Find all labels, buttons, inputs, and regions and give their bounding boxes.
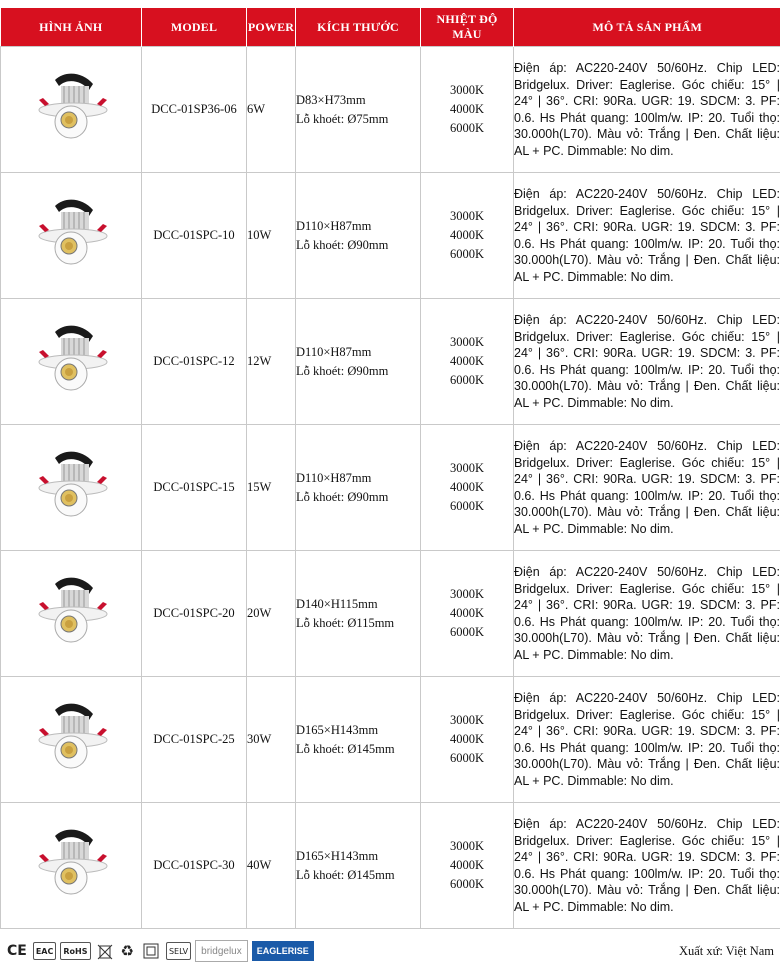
downlight-icon: [31, 263, 111, 277]
power-cell: 30W: [247, 677, 296, 803]
hole-text: Lỗ khoét: Ø145mm: [296, 741, 395, 756]
temp-3000: 3000K: [449, 209, 485, 223]
hole-text: Lỗ khoét: Ø90mm: [296, 489, 389, 504]
dimension-text: D165×H143mm: [296, 722, 379, 737]
bridgelux-logo: bridgelux: [195, 940, 248, 962]
description-cell: Điện áp: AC220-240V 50/60Hz. Chip LED: Bridgelux. Driver: Eaglerise. Góc chiếu: 15° | 24° | 36°. CRI: 90Ra. UGR: 19. SDCM: 3. PF: 0.6. Hs Phát quang: 100lm/w. IP: 20. Tuổi thọ: 30.000h(L70). Màu vỏ: Trắng | Đen. Chất liệu: AL + PC. Dimmable: No dim.: [514, 677, 780, 803]
power-cell: 20W: [247, 551, 296, 677]
rohs-mark-icon: RoHS: [60, 942, 90, 960]
table-row: [1, 803, 780, 929]
hole-text: Lỗ khoét: Ø115mm: [296, 615, 395, 630]
header-size: KÍCH THƯỚC: [296, 8, 421, 47]
table-row: [1, 551, 780, 677]
spec-table: [0, 8, 780, 929]
temp-3000: 3000K: [449, 587, 485, 601]
temp-cell: [421, 47, 514, 173]
size-cell: [296, 299, 421, 425]
header-desc: MÔ TẢ SẢN PHẨM: [514, 8, 780, 47]
temp-4000: 4000K: [449, 102, 485, 116]
product-image: [1, 173, 142, 299]
temp-6000: 6000K: [449, 247, 485, 261]
table-row: [1, 677, 780, 803]
temp-6000: 6000K: [449, 121, 485, 135]
table-row: [1, 299, 780, 425]
model-cell: DCC-01SPC-15: [142, 425, 247, 551]
temp-cell: [421, 299, 514, 425]
power-cell: 6W: [247, 47, 296, 173]
temp-4000: 4000K: [449, 354, 485, 368]
downlight-icon: [31, 137, 111, 151]
size-cell: [296, 803, 421, 929]
temp-6000: 6000K: [449, 877, 485, 891]
size-cell: [296, 425, 421, 551]
header-model: MODEL: [142, 8, 247, 47]
temp-cell: [421, 173, 514, 299]
temp-3000: 3000K: [449, 839, 485, 853]
power-cell: 10W: [247, 173, 296, 299]
dimension-text: D140×H115mm: [296, 596, 378, 611]
downlight-icon: [31, 767, 111, 781]
table-row: [1, 47, 780, 173]
weee-bin-icon: [95, 942, 115, 960]
description-cell: Điện áp: AC220-240V 50/60Hz. Chip LED: Bridgelux. Driver: Eaglerise. Góc chiếu: 15° | 24° | 36°. CRI: 90Ra. UGR: 19. SDCM: 3. PF: 0.6. Hs Phát quang: 100lm/w. IP: 20. Tuổi thọ: 30.000h(L70). Màu vỏ: Trắng | Đen. Chất liệu: AL + PC. Dimmable: No dim.: [514, 299, 780, 425]
description-cell: Điện áp: AC220-240V 50/60Hz. Chip LED: Bridgelux. Driver: Eaglerise. Góc chiếu: 15° | 24° | 36°. CRI: 90Ra. UGR: 19. SDCM: 3. PF: 0.6. Hs Phát quang: 100lm/w. IP: 20. Tuổi thọ: 30.000h(L70). Màu vỏ: Trắng | Đen. Chất liệu: AL + PC. Dimmable: No dim.: [514, 47, 780, 173]
cert-logos: [5, 940, 314, 962]
downlight-icon: [31, 641, 111, 655]
temp-3000: 3000K: [449, 83, 485, 97]
product-image: [1, 551, 142, 677]
hole-text: Lỗ khoét: Ø90mm: [296, 237, 389, 252]
model-cell: DCC-01SPC-10: [142, 173, 247, 299]
power-cell: 15W: [247, 425, 296, 551]
product-image: [1, 299, 142, 425]
power-cell: 40W: [247, 803, 296, 929]
temp-cell: [421, 677, 514, 803]
temp-3000: 3000K: [449, 461, 485, 475]
ce-mark-icon: CE: [7, 943, 27, 959]
model-cell: DCC-01SPC-25: [142, 677, 247, 803]
header-row: [1, 8, 780, 47]
hole-text: Lỗ khoét: Ø145mm: [296, 867, 395, 882]
temp-3000: 3000K: [449, 335, 485, 349]
product-image: [1, 425, 142, 551]
description-cell: Điện áp: AC220-240V 50/60Hz. Chip LED: Bridgelux. Driver: Eaglerise. Góc chiếu: 15° | 24° | 36°. CRI: 90Ra. UGR: 19. SDCM: 3. PF: 0.6. Hs Phát quang: 100lm/w. IP: 20. Tuổi thọ: 30.000h(L70). Màu vỏ: Trắng | Đen. Chất liệu: AL + PC. Dimmable: No dim.: [514, 803, 780, 929]
header-power: POWER: [247, 8, 296, 47]
temp-cell: [421, 803, 514, 929]
temp-6000: 6000K: [449, 625, 485, 639]
description-cell: Điện áp: AC220-240V 50/60Hz. Chip LED: Bridgelux. Driver: Eaglerise. Góc chiếu: 15° | 24° | 36°. CRI: 90Ra. UGR: 19. SDCM: 3. PF: 0.6. Hs Phát quang: 100lm/w. IP: 20. Tuổi thọ: 30.000h(L70). Màu vỏ: Trắng | Đen. Chất liệu: AL + PC. Dimmable: No dim.: [514, 551, 780, 677]
table-row: [1, 173, 780, 299]
temp-4000: 4000K: [449, 858, 485, 872]
model-cell: DCC-01SPC-20: [142, 551, 247, 677]
eaglerise-logo: EAGLERISE: [252, 941, 314, 961]
size-cell: [296, 551, 421, 677]
temp-3000: 3000K: [449, 713, 485, 727]
dimension-text: D83×H73mm: [296, 92, 366, 107]
header-image: HÌNH ẢNH: [1, 8, 142, 47]
dimension-text: D165×H143mm: [296, 848, 379, 863]
size-cell: [296, 47, 421, 173]
size-cell: [296, 173, 421, 299]
class-ii-icon: [140, 942, 162, 960]
temp-cell: [421, 425, 514, 551]
origin-text: Xuất xứ: Việt Nam: [678, 944, 774, 958]
dimension-text: D110×H87mm: [296, 218, 372, 233]
downlight-icon: [31, 389, 111, 403]
hole-text: Lỗ khoét: Ø90mm: [296, 363, 389, 378]
downlight-icon: [31, 515, 111, 529]
description-cell: Điện áp: AC220-240V 50/60Hz. Chip LED: Bridgelux. Driver: Eaglerise. Góc chiếu: 15° | 24° | 36°. CRI: 90Ra. UGR: 19. SDCM: 3. PF: 0.6. Hs Phát quang: 100lm/w. IP: 20. Tuổi thọ: 30.000h(L70). Màu vỏ: Trắng | Đen. Chất liệu: AL + PC. Dimmable: No dim.: [514, 425, 780, 551]
product-image: [1, 803, 142, 929]
temp-4000: 4000K: [449, 228, 485, 242]
temp-6000: 6000K: [449, 751, 485, 765]
model-cell: DCC-01SPC-12: [142, 299, 247, 425]
header-temp: NHIỆT ĐỘ MÀU: [421, 8, 514, 47]
model-cell: DCC-01SPC-30: [142, 803, 247, 929]
temp-6000: 6000K: [449, 373, 485, 387]
footer: [0, 936, 780, 966]
hole-text: Lỗ khoét: Ø75mm: [296, 111, 389, 126]
eac-mark-icon: EAC: [33, 942, 57, 960]
model-cell: DCC-01SP36-06: [142, 47, 247, 173]
downlight-icon: [31, 893, 111, 907]
dimension-text: D110×H87mm: [296, 470, 372, 485]
recycle-icon: ♻: [120, 942, 134, 960]
temp-6000: 6000K: [449, 499, 485, 513]
selv-mark-icon: SELV: [166, 942, 191, 960]
table-row: [1, 425, 780, 551]
temp-4000: 4000K: [449, 606, 485, 620]
temp-4000: 4000K: [449, 480, 485, 494]
dimension-text: D110×H87mm: [296, 344, 372, 359]
product-image: [1, 47, 142, 173]
product-image: [1, 677, 142, 803]
temp-4000: 4000K: [449, 732, 485, 746]
description-cell: Điện áp: AC220-240V 50/60Hz. Chip LED: Bridgelux. Driver: Eaglerise. Góc chiếu: 15° | 24° | 36°. CRI: 90Ra. UGR: 19. SDCM: 3. PF: 0.6. Hs Phát quang: 100lm/w. IP: 20. Tuổi thọ: 30.000h(L70). Màu vỏ: Trắng | Đen. Chất liệu: AL + PC. Dimmable: No dim.: [514, 173, 780, 299]
power-cell: 12W: [247, 299, 296, 425]
temp-cell: [421, 551, 514, 677]
size-cell: [296, 677, 421, 803]
